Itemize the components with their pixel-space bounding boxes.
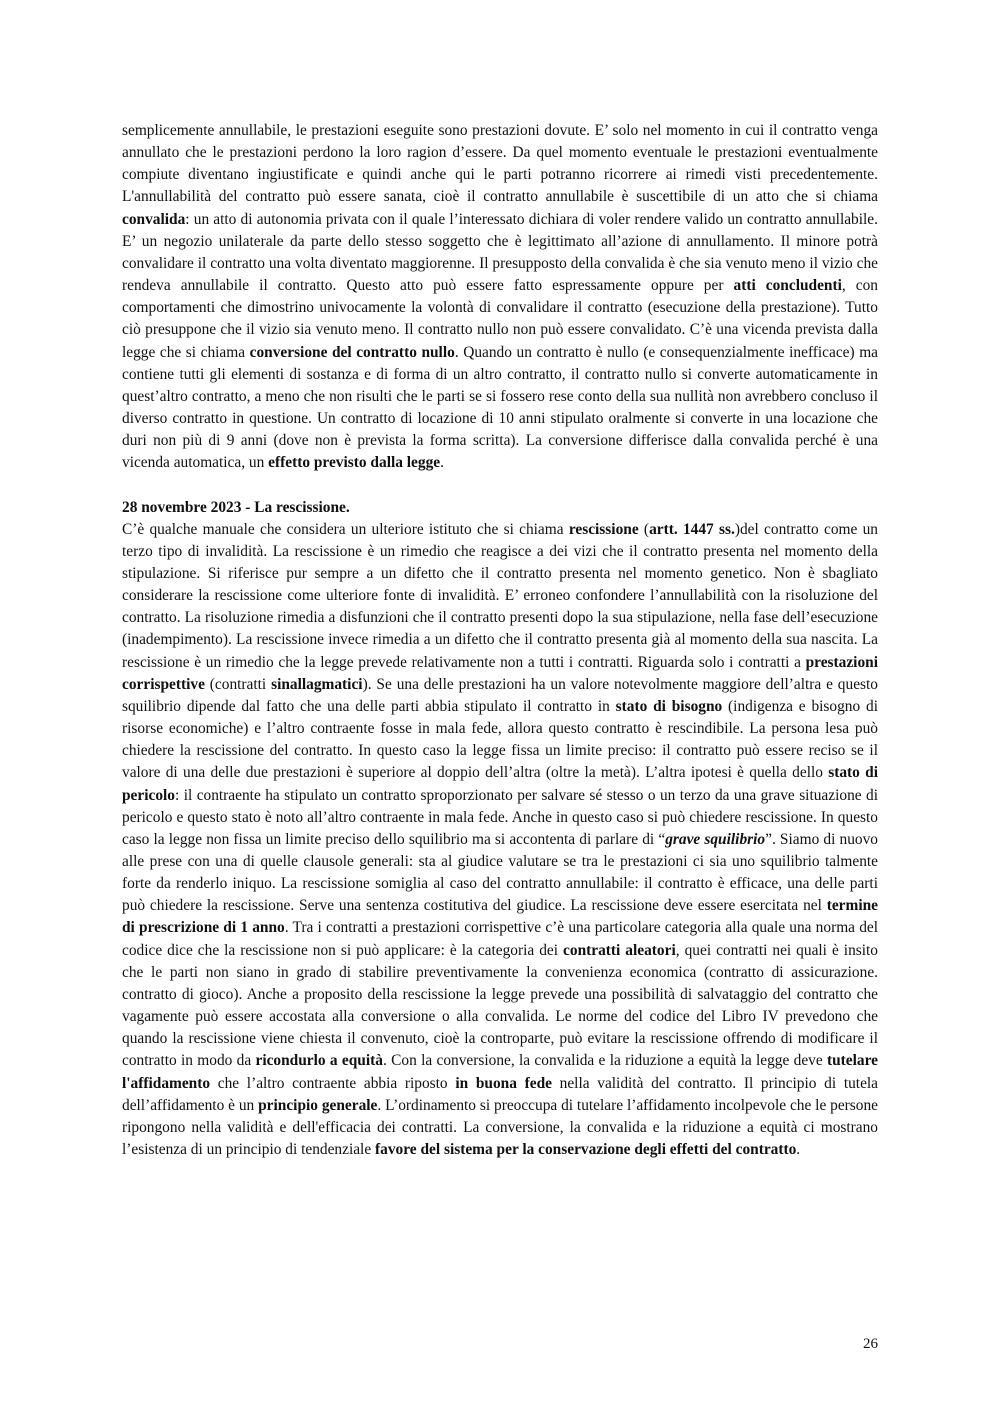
bold-term: artt. 1447 ss. [649, 520, 735, 538]
bold-term: stato di bisogno [615, 697, 723, 715]
paragraph-convalida-conversione: semplicemente annullabile, le prestazioni eseguite sono prestazioni dovute. E’ solo nel momento in cui il contratto venga annullato che le prestazioni perdono la loro ragion d’essere. Da quel momento eventuale le prestazioni eventualmente compiute diventano ingiustificate e quindi anche qui le parti potranno ricorrere ai rimedi visti precedentemente. L'annullabilità del contratto può essere sanata, cioè il contratto annullabile è suscettibile di un atto che si chiama convalida: un atto di autonomia privata con il quale l’interessato dichiara di voler rendere valido un contratto annullabile. E’ un negozio unilaterale da parte dello stesso soggetto che è legittimato all’azione di annullamento. Il minore potrà convalidare il contratto una volta diventato maggiorenne. Il presupposto della convalida è che sia venuto meno il vizio che rendeva annullabile il contratto. Questo atto può essere fatto espressamente oppure per atti concludenti, con comportamenti che dimostrino univocamente la volontà di convalidare il contratto (esecuzione della prestazione). Tutto ciò presuppone che il vizio sia venuto meno. Il contratto nullo non può essere convalidato. C’è una vicenda prevista dalla legge che si chiama conversione del contratto nullo. Quando un contratto è nullo (e consequenzialmente inefficace) ma contiene tutti gli elementi di sostanza e di forma di un altro contratto, il contratto nullo si converte automaticamente in quest’altro contratto, a meno che non risulti che le parti se si fossero rese conto della sua nullità non avrebbero concluso il diverso contratto in questione. Un contratto di locazione di 10 anni stipulato oralmente si converte in una locazione che duri non più di 9 anni (dove non è prevista la forma scritta). La conversione differisce dalla convalida perché è una vicenda automatica, un effetto previsto dalla legge. [122, 122, 878, 472]
bold-term: contratti aleatori [563, 941, 676, 959]
bold-term: ricondurlo a equità [255, 1052, 383, 1070]
bold-term: termine di prescrizione di 1 anno [122, 897, 878, 937]
bold-term: effetto previsto dalla legge [268, 454, 441, 472]
bold-term: convalida [122, 210, 186, 228]
bold-term: tutelare l'affidamento [122, 1052, 878, 1092]
document-page [122, 120, 878, 1161]
bold-term: stato di pericolo [122, 764, 878, 804]
bold-term: principio generale [258, 1096, 378, 1114]
section-heading: 28 novembre 2023 - La rescissione. [122, 498, 350, 516]
bold-term: rescissione [568, 520, 639, 538]
bold-italic-term: grave squilibrio [665, 830, 766, 848]
bold-term: conversione del contratto nullo [249, 343, 455, 361]
bold-term: prestazioni corrispettive [122, 653, 878, 693]
bold-term: favore del sistema per la conservazione degli effetti del contratto [375, 1141, 797, 1159]
paragraph-rescissione: C’è qualche manuale che considera un ulteriore istituto che si chiama rescissione (artt. 1447 ss.)del contratto come un terzo tipo di invalidità. La rescissione è un rimedio che reagisce a dei vizi che il contratto presenta nel momento della stipulazione. Si riferisce pur sempre a un difetto che il contratto presenta nel momento genetico. Non è sbagliato considerare la rescissione come ulteriore fonte di invalidità. E’ erroneo confondere l’annullabilità con la risoluzione del contratto. La risoluzione rimedia a disfunzioni che il contratto presenti dopo la sua stipulazione, nella fase dell’esecuzione (inadempimento). La rescissione invece rimedia a un difetto che il contratto presenta già al momento della sua nascita. La rescissione è un rimedio che la legge prevede relativamente non a tutti i contratti. Riguarda solo i contratti a prestazioni corrispettive (contratti sinallagmatici). Se una delle prestazioni ha un valore notevolmente maggiore dell’altra e questo squilibrio dipende dal fatto che una delle parti abbia stipulato il contratto in stato di bisogno (indigenza e bisogno di risorse economiche) e l’altro contraente fosse in mala fede, allora questo contratto è rescindibile. La persona lesa può chiedere la rescissione del contratto. In questo caso la legge fissa un limite preciso: il contratto può essere reciso se il valore di una delle due prestazioni è superiore al doppio dell’altra (oltre la metà). L’altra ipotesi è quella dello stato di pericolo: il contraente ha stipulato un contratto sproporzionato per salvare sé stesso o un terzo da una grave situazione di pericolo e questo stato è noto all’altro contraente in mala fede. Anche in questo caso si può chiedere rescissione. In questo caso la legge non fissa un limite preciso dello squilibrio ma si accontenta di parlare di “grave squilibrio”. Siamo di nuovo alle prese con una di quelle clausole generali: sta al giudice valutare se tra le prestazioni ci sia uno squilibrio talmente forte da renderlo iniquo. La rescissione somiglia al caso del contratto annullabile: il contratto è efficace, una delle parti può chiedere la rescissione. Serve una sentenza costitutiva del giudice. La rescissione deve essere esercitata nel termine di prescrizione di 1 anno. Tra i contratti a prestazioni corrispettive c’è una particolare categoria alla quale una norma del codice dice che la rescissione non si può applicare: è la categoria dei contratti aleatori, quei contratti nei quali è insito che le parti non siano in grado di stabilire preventivamente la convenienza economica (contratto di assicurazione. contratto di gioco). Anche a proposito della rescissione la legge prevede una possibilità di salvataggio del contratto che vagamente può essere accostata alla conversione o alla convalida. Le norme del codice del Libro IV prevedono che quando la rescissione viene chiesta il convenuto, cioè la controparte, può evitare la rescissione offrendo di modificare il contratto in modo da ricondurlo a equità. Con la conversione, la convalida e la riduzione a equità la legge deve tutelare l'affidamento che l’altro contraente abbia riposto in buona fede nella validità del contratto. Il principio di tutela dell’affidamento è un principio generale. L’ordinamento si preoccupa di tutelare l’affidamento incolpevole che le persone ripongono nella validità e dell'efficacia dei contratti. La conversione, la convalida e la riduzione a equità ci mostrano l’esistenza di un principio di tendenziale favore del sistema per la conservazione degli effetti del contratto. [122, 520, 879, 1159]
page-number: 26 [863, 1336, 878, 1352]
bold-term: sinallagmatici [271, 675, 363, 693]
paragraph-spacer [122, 475, 878, 497]
bold-term: in buona fede [455, 1074, 552, 1092]
bold-term: atti concludenti [733, 277, 842, 295]
